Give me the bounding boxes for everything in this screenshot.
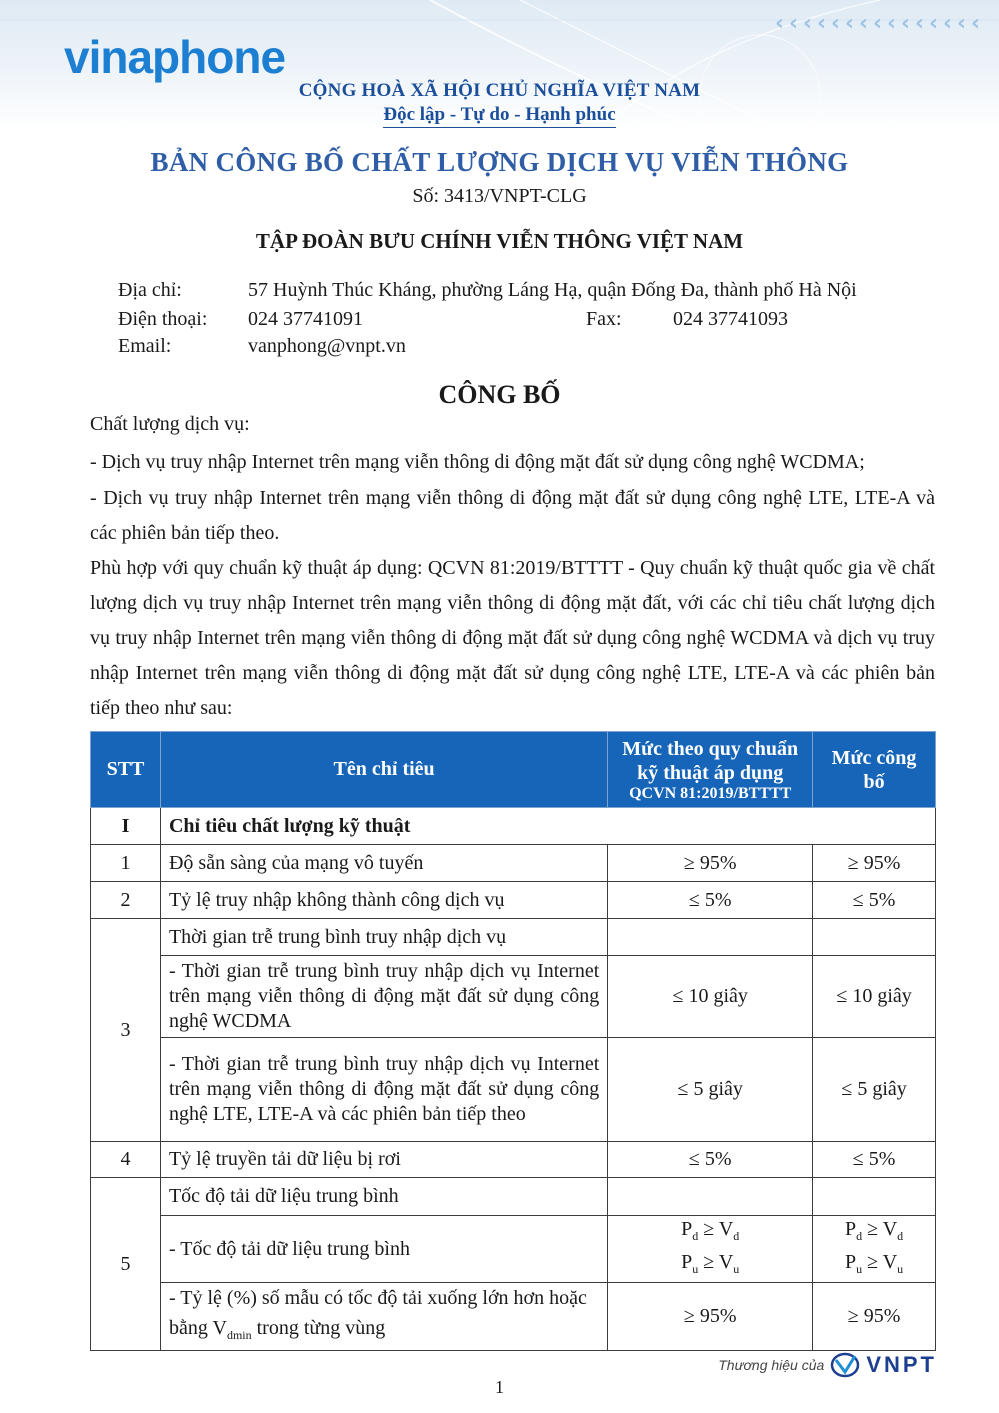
row-declared [813,1216,936,1283]
pd-relation: ≥ V [862,1218,898,1240]
row-name: Độ sẵn sàng của mạng vô tuyến [160,845,607,882]
vnpt-logo-icon [830,1352,860,1378]
header-standard-code: QCVN 81:2019/BTTTT [629,784,792,802]
vinaphone-logo: vinaphone [64,31,286,83]
pd-sub: d [692,1229,699,1243]
table-row [91,882,936,919]
row-declared: ≤ 10 giây [813,956,936,1038]
pu-sub: u [856,1262,863,1276]
row-standard: ≤ 10 giây [608,956,813,1038]
row-name-tail: trong từng vùng [251,1317,386,1339]
phone-value: 024 37741091 [248,308,363,330]
pu-relation: ≥ V [698,1251,734,1273]
vnpt-logo-text: VNPT [866,1352,937,1377]
row-name [160,1283,607,1351]
row-declared: ≥ 95% [813,845,936,882]
pd-sub: d [856,1229,863,1243]
row-name: Tốc độ tải dữ liệu trung bình [160,1178,607,1216]
table-section-row [91,808,936,845]
vu-sub: u [733,1262,740,1276]
pd-formula [821,1216,927,1249]
phone-label: Điện thoại: [118,308,208,330]
row-stt: 2 [91,882,161,919]
pd-symbol: P [681,1218,693,1240]
row-standard: ≥ 95% [608,845,813,882]
fax-value: 024 37741093 [673,308,788,330]
email-value: vanphong@vnpt.vn [248,335,406,357]
page-number: 1 [495,1377,504,1397]
compliance-paragraph: Phù hợp với quy chuẩn kỹ thuật áp dụng: QCVN 81:2019/BTTTT - Quy chuẩn kỹ thuật quốc gia về chất lượng dịch vụ truy nhập Internet trên mạng viễn thông di động mặt đất, với các chỉ tiêu chất lượng dịch vụ truy nhập Internet trên mạng viễn thông di động mặt đất sử dụng công nghệ WCDMA và dịch vụ truy nhập Internet trên mạng viễn thông di động mặt đất sử dụng công nghệ LTE, LTE-A và các phiên bản tiếp theo như sau: [90,557,935,719]
row-declared [813,919,936,956]
row-standard: ≥ 95% [608,1283,813,1351]
email-label: Email: [118,335,172,357]
row-declared: ≤ 5% [813,1142,936,1178]
vd-sub: d [897,1229,904,1243]
header-standard-text: Mức theo quy chuẩn kỹ thuật áp dụng [622,737,799,784]
row-declared: ≤ 5 giây [813,1038,936,1142]
row-standard [608,1178,813,1216]
pu-symbol: P [844,1251,857,1273]
header-stt: STT [91,732,161,808]
table-row [91,845,936,882]
address-label: Địa chỉ: [118,279,182,301]
row-name: - Thời gian trễ trung bình truy nhập dịch vụ Internet trên mạng viễn thông di động mặt đất sử dụng công nghệ WCDMA [160,956,607,1038]
pd-relation: ≥ V [698,1218,734,1240]
row-name: - Tốc độ tải dữ liệu trung bình [160,1216,607,1283]
fax-label: Fax: [586,308,622,330]
row-name: Tỷ lệ truyền tải dữ liệu bị rơi [160,1142,607,1178]
header-indicator-name: Tên chỉ tiêu [160,732,607,808]
brand-tagline: Thương hiệu của [718,1357,825,1373]
pu-sub: u [692,1262,699,1276]
row-standard: ≤ 5% [608,882,813,919]
row-name: - Thời gian trễ trung bình truy nhập dịch vụ Internet trên mạng viễn thông di động mặt đất sử dụng công nghệ LTE, LTE-A và các phiên bản tiếp theo [160,1038,607,1142]
pu-symbol: P [681,1251,693,1273]
table-row [91,1178,936,1216]
row-stt: 3 [91,919,161,1142]
table-header-row [91,732,936,808]
pd-symbol: P [844,1218,857,1240]
row-standard: ≤ 5% [608,1142,813,1178]
document-number: Số: 3413/VNPT-CLG [412,185,587,207]
vu-sub: u [897,1262,904,1276]
announcement-heading: CÔNG BỐ [438,380,561,409]
row-declared: ≤ 5% [813,882,936,919]
chevron-decoration: ‹ ‹ ‹ ‹ ‹ ‹ ‹ ‹ ‹ ‹ ‹ ‹ ‹ ‹ ‹ [775,11,981,36]
pu-formula [821,1249,927,1282]
row-name: Tỷ lệ truy nhập không thành công dịch vụ [160,882,607,919]
table-row [91,919,936,956]
table-row [91,1216,936,1283]
table-row [91,1038,936,1142]
row-standard [608,1216,813,1283]
vnpt-brand [718,1352,937,1378]
pd-formula [616,1216,804,1249]
row-declared [813,1178,936,1216]
row-name: Thời gian trễ trung bình truy nhập dịch vụ [160,919,607,956]
vd-sub: d [733,1229,740,1243]
pu-relation: ≥ V [862,1251,898,1273]
vdmin-sub: dmin [226,1328,252,1342]
table-row [91,1283,936,1351]
organization-name: TẬP ĐOÀN BƯU CHÍNH VIỄN THÔNG VIỆT NAM [255,229,744,253]
service-intro: Chất lượng dịch vụ: [90,413,250,435]
section-stt: I [91,808,161,845]
nation-motto-text: Độc lập - Tự do - Hạnh phúc [383,104,615,128]
nation-title: CỘNG HOÀ XÃ HỘI CHỦ NGHĨA VIỆT NAM [298,80,701,101]
pu-formula [616,1249,804,1282]
row-stt: 4 [91,1142,161,1178]
quality-table [90,731,936,1351]
row-standard [608,919,813,956]
row-stt: 5 [91,1178,161,1351]
row-name-text: - Tỷ lệ (%) số mẫu có tốc độ tải xuống lớn hơn hoặc bằng V [168,1287,587,1339]
table-row [91,956,936,1038]
section-name: Chỉ tiêu chất lượng kỹ thuật [160,808,935,845]
row-standard: ≤ 5 giây [608,1038,813,1142]
row-stt: 1 [91,845,161,882]
header-standard-level [608,732,813,808]
header-declared-level: Mức công bố [813,732,936,808]
nation-motto [0,104,999,126]
table-row [91,1142,936,1178]
row-declared: ≥ 95% [813,1283,936,1351]
service-item-wcdma: - Dịch vụ truy nhập Internet trên mạng viễn thông di động mặt đất sử dụng công nghệ WCDMA; [90,451,865,473]
service-item-lte: - Dịch vụ truy nhập Internet trên mạng viễn thông di động mặt đất sử dụng công nghệ LTE, LTE-A và các phiên bản tiếp theo. [90,487,935,544]
address-value: 57 Huỳnh Thúc Kháng, phường Láng Hạ, quận Đống Đa, thành phố Hà Nội [248,279,857,301]
document-title: BẢN CÔNG BỐ CHẤT LƯỢNG DỊCH VỤ VIỄN THÔNG [150,147,849,177]
